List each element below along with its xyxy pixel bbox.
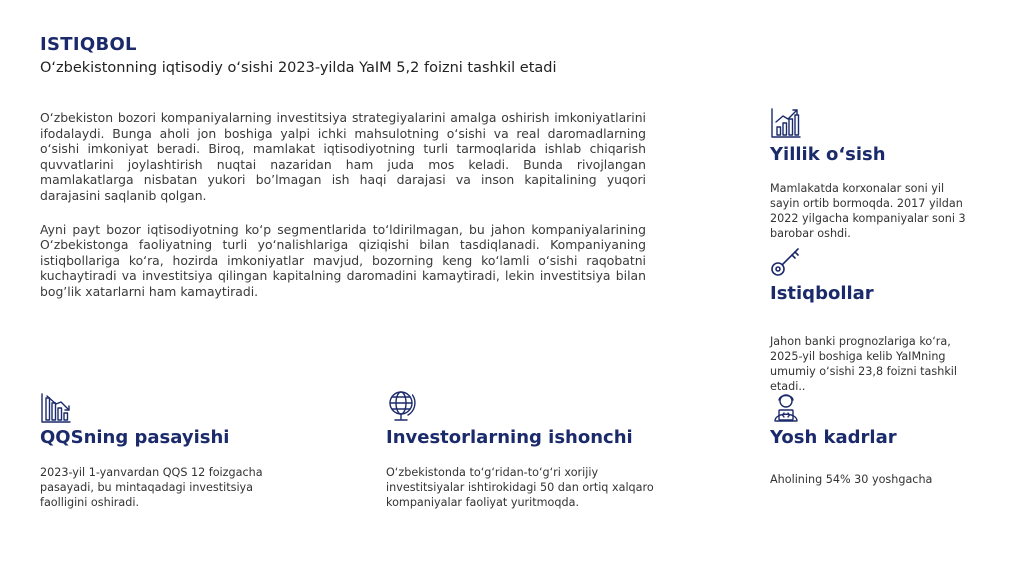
growth-chart-icon xyxy=(770,107,802,139)
card-text: O‘zbekistonda to‘g‘ridan-to‘g‘ri xorijiy investitsiyalar ishtirokidagi 50 dan ortiq xalqaro kompaniyalar faoliyat yuritmoqda. xyxy=(386,466,654,509)
card-heading: Yillik o‘sish xyxy=(770,144,886,165)
card-text: Mamlakatda korxonalar soni yil sayin ortib bormoqda. 2017 yildan 2022 yilgacha kompaniyalar soni 3 barobar oshdi. xyxy=(770,182,966,240)
page-subtitle: O‘zbekistonning iqtisodiy o‘sishi 2023-yilda YaIM 5,2 foizni tashkil etadi xyxy=(40,60,557,76)
key-icon xyxy=(770,245,802,277)
paragraph-2: Ayni payt bozor iqtisodiyotning ko‘p segmentlarida to‘ldirilmagan, bu jahon kompaniyalarining O‘zbekistonga faoliyatning turli yo‘nalishlariga qiziqishi bilan tasdiqlanadi. Kompaniyaning istiqbollariga ko‘ra, hozirda imkoniyatlar mavjud, bozorning keng ko‘lamli o‘sishi raqobatni kuchaytiradi va investitsiya qilingan kapitalning daromadini kamaytiradi, lekin investitsiya bilan bog’lik xatarlarni ham kamaytiradi. xyxy=(40,221,646,299)
card-investor-confidence xyxy=(386,390,686,510)
card-annual-growth xyxy=(770,107,985,241)
card-text: 2023-yil 1-yanvardan QQS 12 foizgacha pasayadi, bu mintaqadagi investitsiya faolligini oshiradi. xyxy=(40,466,263,509)
paragraph-1: O‘zbekiston bozori kompaniyalarning investitsiya strategiyalarini amalga oshirish imkoniyatlarini ifodalaydi. Bunga aholi jon boshiga yalpi ichki mahsulotning o‘sishi va real daromadlarning o‘sishi imkoniyat beradi. Biroq, mamlakat iqtisodiyotning turli tarmoqlarida ishlab chiqarish quvvatlarini joylashtirish nuqtai nazaridan ham juda mos keladi. Bunda rivojlangan mamlakatlarga nisbatan yukori bo’lmagan ish haqi darajasi va inson kapitalining yuqori darajasini saqlanib qolgan. xyxy=(40,110,646,203)
card-heading: Investorlarning ishonchi xyxy=(386,427,633,448)
card-vat-decrease xyxy=(40,392,300,510)
card-text: Jahon banki prognozlariga ko‘ra, 2025-yil boshiga kelib YaIMning umumiy o‘sishi 23,8 foizni tashkil etadi.. xyxy=(770,335,958,393)
card-young-staff xyxy=(770,392,985,487)
young-person-laptop-icon xyxy=(770,392,802,424)
main-text xyxy=(40,110,646,318)
page-title: ISTIQBOL xyxy=(40,34,137,55)
card-heading: Istiqbollar xyxy=(770,283,874,304)
globe-icon xyxy=(386,390,418,422)
decline-chart-icon xyxy=(40,392,72,424)
card-prospects xyxy=(770,245,985,394)
card-heading: QQSning pasayishi xyxy=(40,427,230,448)
card-heading: Yosh kadrlar xyxy=(770,427,897,448)
card-text: Aholining 54% 30 yoshgacha xyxy=(770,473,933,486)
